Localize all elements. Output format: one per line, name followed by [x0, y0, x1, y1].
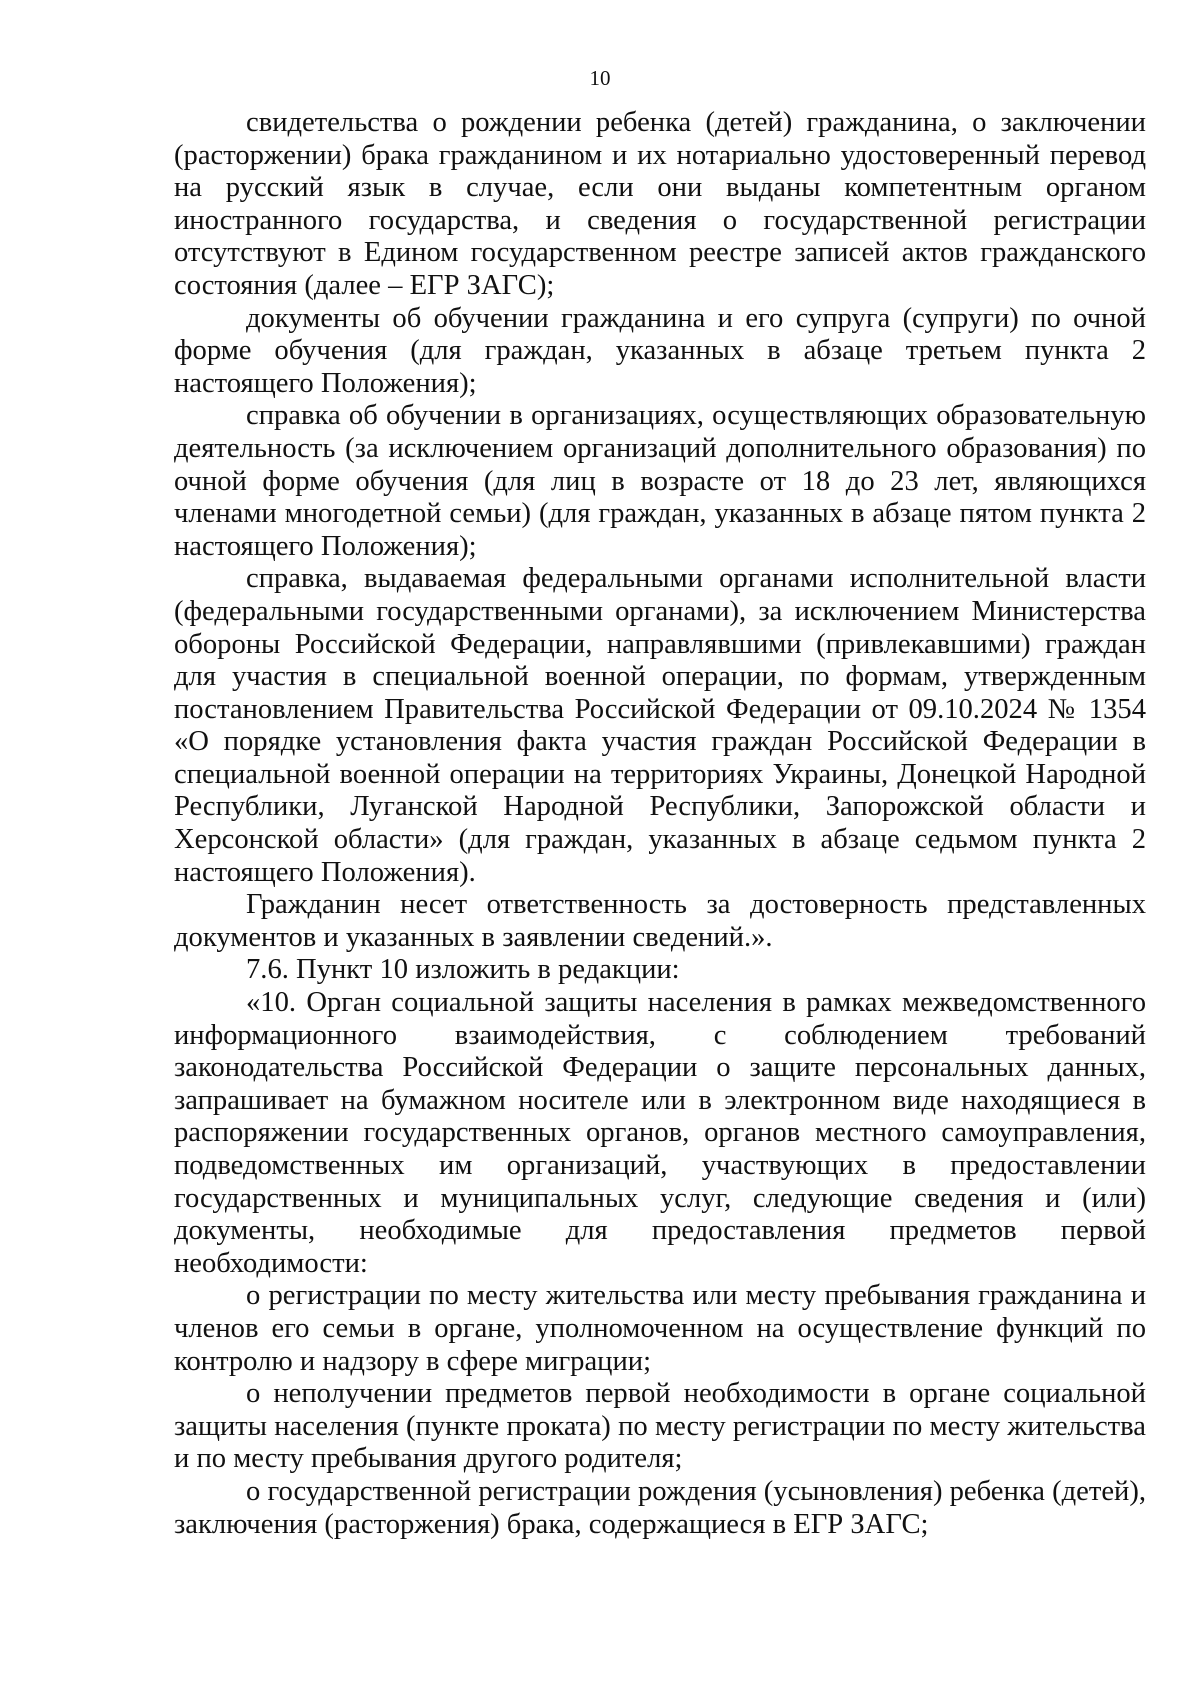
paragraph-education-certificate: справка об обучении в организациях, осуществляющих образовательную деятельность (за исключением организаций дополнительного образования) по очной форме обучения (для лиц в возрасте от 18 до 23 лет, являющихся членами многодетной семьи) (для граждан, указанных в абзаце пятом пункта 2 настоящего Положения);	[174, 400, 1146, 562]
paragraph-civil-registry-info: о государственной регистрации рождения (усыновления) ребенка (детей), заключения (расторжения) брака, содержащиеся в ЕГР ЗАГС;	[174, 1475, 1146, 1540]
paragraph-clause-10: «10. Орган социальной защиты населения в рамках межведомственного информационного взаимодействия, с соблюдением требований законодательства Российской Федерации о защите персональных данных, запрашивает на бумажном носителе или в электронном виде находящиеся в распоряжении государственных органов, органов местного самоуправления, подведомственных им организаций, участвующих в предоставлении государственных и муниципальных услуг, следующие сведения и (или) документы, необходимые для предоставления предметов первой необходимости:	[174, 987, 1146, 1279]
paragraph-birth-marriage-certificates: свидетельства о рождении ребенка (детей) гражданина, о заключении (расторжении) брака гражданином и их нотариально удостоверенный перевод на русский язык в случае, если они выданы компетентным органом иностранного государства, и сведения о государственной регистрации отсутствуют в Едином государственном реестре записей актов гражданского состояния (далее – ЕГР ЗАГС);	[174, 107, 1146, 301]
page-number: 10	[589, 66, 611, 90]
paragraph-amendment-7-6: 7.6. Пункт 10 изложить в редакции:	[246, 954, 680, 986]
document-body	[174, 107, 1146, 1541]
paragraph-non-receipt-info: о неполучении предметов первой необходимости в органе социальной защиты населения (пункте проката) по месту регистрации по месту жительства и по месту пребывания другого родителя;	[174, 1378, 1146, 1475]
paragraph-svo-certificate: справка, выдаваемая федеральными органами исполнительной власти (федеральными государственными органами), за исключением Министерства обороны Российской Федерации, направлявшими (привлекавшими) граждан для участия в специальной военной операции, по формам, утвержденным постановлением Правительства Российской Федерации от 09.10.2024 № 1354 «О порядке установления факта участия граждан Российской Федерации в специальной военной операции на территориях Украины, Донецкой Народной Республики, Луганской Народной Республики, Запорожской области и Херсонской области» (для граждан, указанных в абзаце седьмом пункта 2 настоящего Положения).	[174, 563, 1146, 888]
paragraph-registration-info: о регистрации по месту жительства или месту пребывания гражданина и членов его семьи в органе, уполномоченном на осуществление функций по контролю и надзору в сфере миграции;	[174, 1280, 1146, 1377]
paragraph-citizen-responsibility: Гражданин несет ответственность за достоверность представленных документов и указанных в заявлении сведений.».	[174, 889, 1146, 953]
paragraph-education-documents: документы об обучении гражданина и его супруга (супруги) по очной форме обучения (для граждан, указанных в абзаце третьем пункта 2 настоящего Положения);	[174, 302, 1146, 399]
